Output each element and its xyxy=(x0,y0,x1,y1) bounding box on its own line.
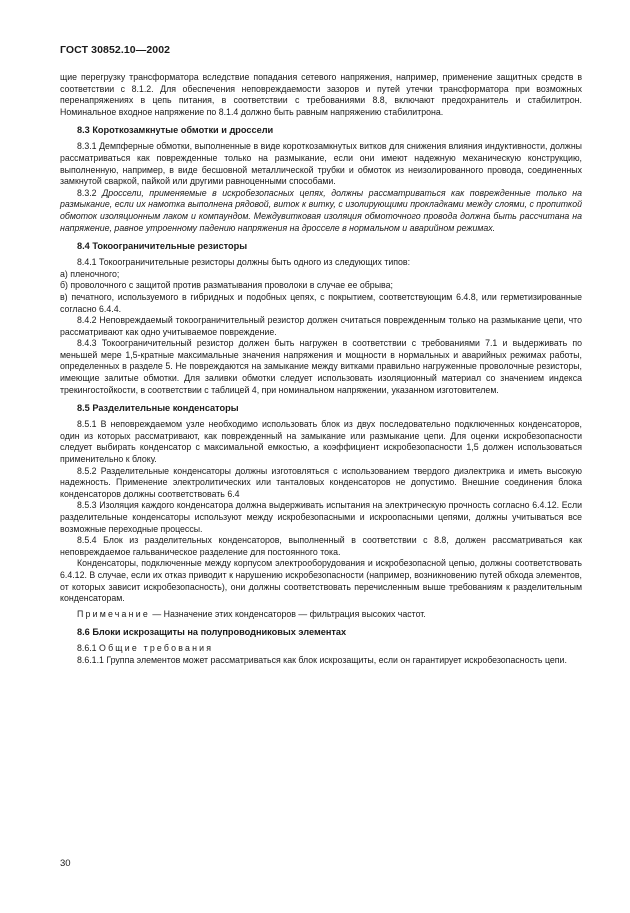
paragraph-8-3-2 xyxy=(60,188,582,234)
paragraph-8-5-1: 8.5.1 В неповреждаемом узле необходимо использовать блок из двух последовательно подключенных конденсаторов, один из которых рассматривают, как поврежденный на замыкание или размыкание цепи. Для оценки искробезопасности следует выбирать конденсатор с максимальной емкостью, а коэффициент искробезопасности 1,5 должен использоваться применительно к блоку. xyxy=(60,419,582,465)
document-header: ГОСТ 30852.10—2002 xyxy=(60,44,171,56)
paragraph-8-6-1-1: 8.6.1.1 Группа элементов может рассматриваться как блок искрозащиты, если он гарантирует искробезопасность цепи. xyxy=(77,654,567,665)
section-heading-8-5: 8.5 Разделительные конденсаторы xyxy=(77,403,239,414)
note-text: — Назначение этих конденсаторов — фильтрация высоких частот. xyxy=(149,608,426,619)
paragraph-8-5-2: 8.5.2 Разделительные конденсаторы должны изготовляться с использованием твердого диэлектрика и иметь высокую надежность. Применение электролитических или танталовых конденсаторов не допустимо. Внешние соединения блока конденсаторов должны соответствовать 6.4 xyxy=(60,465,582,499)
paragraph-8-6-1 xyxy=(60,643,582,655)
paragraph-8-6-1-title: Общие требования xyxy=(99,643,214,654)
document-page xyxy=(60,44,582,667)
paragraph-8-5-4: 8.5.4 Блок из разделительных конденсаторов, выполненный в соответствии с 8.8, должен рассматриваться как неповреждаемое гальваническое разделение для постоянного тока. xyxy=(60,535,582,557)
paragraph-8-5-4b: Конденсаторы, подключенные между корпусом электрооборудования и искробезопасной цепью, должны соответствовать 6.4.12. В случае, если их отказ приводит к нарушению искробезопасности (например, возникновению путей обхода элементов, от которых зависит искробезопасность), они должны соответствовать перечисленным выше требованиям к разделительным конденсаторам. xyxy=(60,558,582,604)
section-heading-8-3: 8.3 Короткозамкнутые обмотки и дроссели xyxy=(77,125,274,136)
paragraph-8-3-2-text: Дроссели, применяемые в искробезопасных цепях, должны рассматриваться как поврежденные только на размыкание, если их намотка выполнена рядовой, виток к витку, с изолирующими прокладками между слоями, с пропиткой обмоток изоляционным лаком и компаундом. Междувитковая изоляция обмоточного провода должна быть рассчитана на напряжение, равное утроенному падению напряжения на дросселе в нормальном и аварийном режимах. xyxy=(60,187,582,233)
paragraph-intro: щие перегрузку трансформатора вследствие попадания сетевого напряжения, например, применение защитных средств в соответствии с 8.1.2. Для обеспечения неповреждаемости зазоров и путей утечки трансформатора при возможных перенапряжениях в цепь питания, в соответствии с требованиями 8.8, включают предохранитель и стабилитрон. Номинальное входное напряжение по 8.1.4 должно быть равным напряжению стабилитрона. xyxy=(60,72,582,117)
clause-number: 8.3.2 xyxy=(77,187,97,198)
paragraph-8-4-2: 8.4.2 Неповреждаемый токоограничительный резистор должен считаться поврежденным только на размыкание цепи, что рассматривают как одно учитываемое повреждение. xyxy=(60,315,582,337)
clause-number: 8.6.1 xyxy=(77,643,97,654)
note-label: Примечание xyxy=(77,608,150,619)
paragraph-8-5-3: 8.5.3 Изоляция каждого конденсатора должна выдерживать испытания на электрическую прочность согласно 6.4.12. Если разделительные конденсаторы используют между искробезопасными и искроопасными цепями, должны учитываться все возможные переходные процессы. xyxy=(60,500,582,534)
page-number: 30 xyxy=(60,858,71,869)
note xyxy=(60,609,582,621)
section-heading-8-4: 8.4 Токоограничительные резисторы xyxy=(77,241,248,252)
list-item-c: в) печатного, используемого в гибридных и подобных цепях, с покрытием, соответствующим 6.4.8, или герметизированные согласно 6.4.4. xyxy=(60,291,582,314)
paragraph-8-4-1: 8.4.1 Токоограничительные резисторы должны быть одного из следующих типов: xyxy=(77,257,411,268)
paragraph-8-4-3: 8.4.3 Токоограничительный резистор должен быть нагружен в соответствии с требованиями 7.1 и выдерживать по меньшей мере 1,5-кратные максимальные значения напряжения и мощности в нормальных и аварийных режимах работы, определенных в разделе 5. Не повреждаются на замыкание между витками правильно нагруженные проволочные резисторы, имеющие залитые обмотки. Для заливки обмотки следует использовать изоляционный материал со значением индекса трекингостойкости, в соответствии с таблицей 4, при номинальном напряжении, указанном изготовителем. xyxy=(60,338,582,395)
section-heading-8-6: 8.6 Блоки искрозащиты на полупроводниковых элементах xyxy=(77,627,347,638)
paragraph-8-3-1: 8.3.1 Демпферные обмотки, выполненные в виде короткозамкнутых витков для снижения влияния индуктивности, должны рассматриваться как поврежденные только на размыкание, если они имеют надежную механическую конструкцию, выполненную, например, в виде бесшовной металлической трубки и обмоток из неизолированного провода, соединенных замкнутой сваркой, пайкой или другими равноценными способами. xyxy=(60,141,582,187)
list-item-a: а) пленочного; xyxy=(60,268,120,279)
list-item-b: б) проволочного с защитой против разматывания проволоки в случае ее обрыва; xyxy=(60,280,393,291)
